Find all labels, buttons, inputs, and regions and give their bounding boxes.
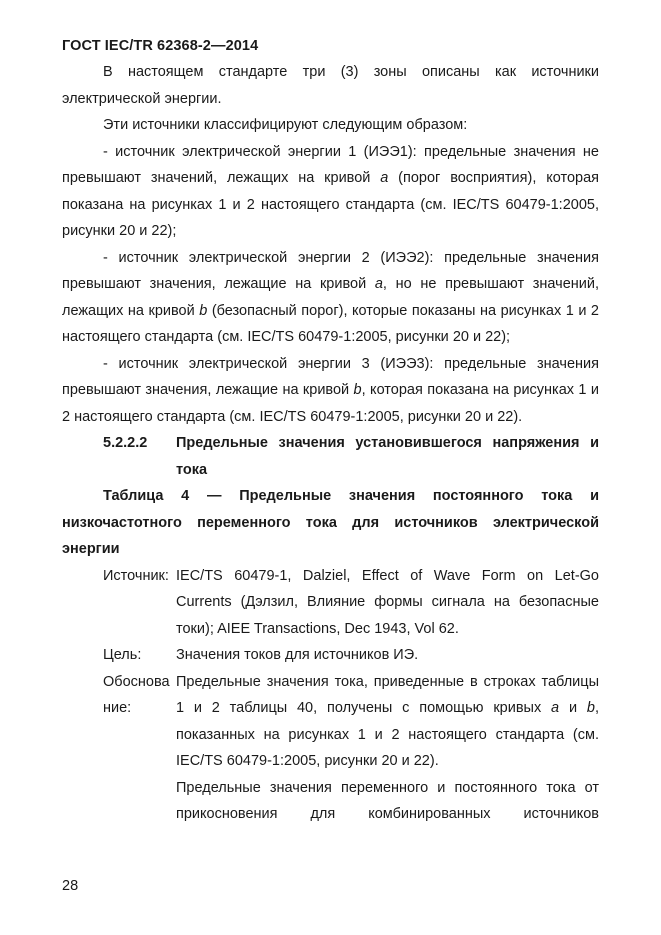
section-heading [62, 430, 599, 483]
row-rationale-cont [62, 775, 599, 828]
row-label-source: Источник: [103, 567, 169, 584]
table-title: Таблица 4 — Предельные значения постоянного тока и низкочастотного переменного тока для источников электрической энергии [62, 488, 599, 557]
document-header: ГОСТ IEC/TR 62368-2—2014 [62, 38, 259, 54]
paragraph-es1: - источник электрической энергии 1 (ИЭЭ1): предельные значения не превышают значений, лежащих на кривой a (порог восприятия), которая показана на рисунках 1 и 2 настоящего стандарта (см. IEC/TS 60479-1:2005, рисунки 20 и 22); [62, 143, 599, 239]
page-number: 28 [62, 878, 79, 894]
paragraph-zones: В настоящем стандарте три (3) зоны описаны как источники электрической энергии. [62, 64, 599, 107]
row-label-rationale: Обоснование: [103, 673, 170, 716]
row-source [62, 563, 599, 643]
row-value-rationale: Предельные значения тока, приведенные в строках таблицы 1 и 2 таблицы 40, получены с помощью кривых a и b, показанных на рисунках 1 и 2 настоящего стандарта (см. IEC/TS 60479-1:2005, рисунки 20 и 22). [176, 673, 599, 769]
row-rationale [62, 669, 599, 775]
section-number: 5.2.2.2 [103, 435, 148, 451]
row-value-rationale-2: Предельные значения переменного и постоянного тока от прикосновения для комбинированных источников [176, 779, 599, 822]
paragraph-classification: Эти источники классифицируют следующим образом: [103, 117, 468, 133]
section-title: Предельные значения установившегося напряжения и тока [176, 435, 599, 478]
row-label-goal: Цель: [103, 647, 142, 663]
row-goal [62, 642, 599, 669]
row-value-source: IEC/TS 60479-1, Dalziel, Effect of Wave Form on Let-Go Currents (Дэлзил, Влияние формы сигнала на безопасные токи); AIEE Transactions, Dec 1943, Vol 62. [176, 567, 599, 637]
paragraph-es2: - источник электрической энергии 2 (ИЭЭ2): предельные значения превышают значения, лежащие на кривой a, но не превышают значений, лежащих на кривой b (безопасный порог), которые показаны на рисунках 1 и 2 настоящего стандарта (см. IEC/TS 60479-1:2005, рисунки 20 и 22); [62, 249, 600, 345]
document-body [62, 59, 599, 828]
paragraph-es3: - источник электрической энергии 3 (ИЭЭ3): предельные значения превышают значения, лежащие на кривой b, которая показана на рисунках 1 и 2 настоящего стандарта (см. IEC/TS 60479-1:2005, рисунки 20 и 22). [62, 355, 600, 425]
row-value-goal: Значения токов для источников ИЭ. [176, 647, 419, 663]
